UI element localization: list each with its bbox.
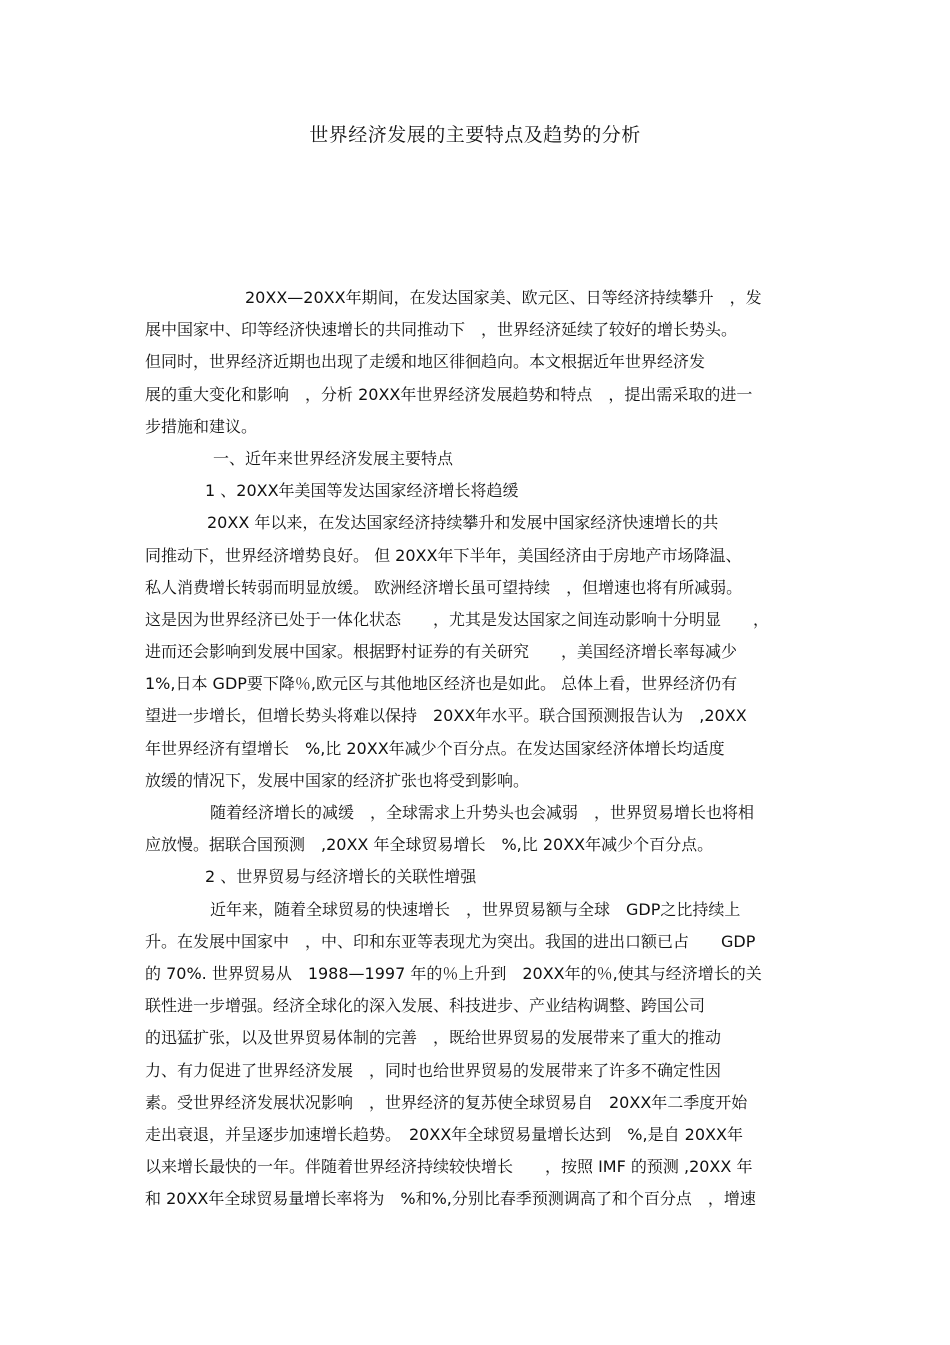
text-line: 1%,日本 GDP要下降％,欧元区与其他地区经济也是如此。 总体上看，世界经济仍有 — [145, 674, 738, 694]
text-line: 的迅猛扩张，以及世界贸易体制的完善 ，既给世界贸易的发展带来了重大的推动 — [145, 1028, 722, 1048]
text-line: 近年来，随着全球贸易的快速增长 ，世界贸易额与全球 GDP之比持续上 — [210, 899, 741, 919]
text-line: 素。受世界经济发展状况影响 ，世界经济的复苏使全球贸易自 20XX年二季度开始 — [145, 1092, 748, 1112]
text-line: 力、有力促进了世界经济发展 ，同时也给世界贸易的发展带来了许多不确定性因 — [145, 1060, 722, 1080]
text-line: 但同时，世界经济近期也出现了走缓和地区徘徊趋向。本文根据近年世界经济发 — [145, 352, 706, 372]
text-line: 的 70%. 世界贸易从 1988—1997 年的％上升到 20XX年的％,使其与经济增长的关 — [145, 963, 762, 983]
text-line: 应放慢。据联合国预测 ,20XX 年全球贸易增长 %,比 20XX年减少个百分点。 — [145, 835, 714, 855]
text-line: 走出衰退，并呈逐步加速增长趋势。 20XX年全球贸易量增长达到 %,是自 20XX年 — [145, 1124, 743, 1144]
text-line: 20XX 年以来，在发达国家经济持续攀升和发展中国家经济快速增长的共 — [207, 513, 719, 533]
text-line: 进而还会影响到发展中国家。根据野村证券的有关研究 ，美国经济增长率每减少 — [145, 642, 738, 662]
text-line: 步措施和建议。 — [145, 416, 258, 436]
text-line: 以来增长最快的一年。伴随着世界经济持续较快增长 ，按照 IMF 的预测 ,20XX 年 — [145, 1157, 753, 1177]
text-line: 放缓的情况下，发展中国家的经济扩张也将受到影响。 — [145, 770, 530, 790]
text-line: 随着经济增长的减缓 ，全球需求上升势头也会减弱 ，世界贸易增长也将相 — [210, 803, 755, 822]
text-line: 望进一步增长，但增长势头将难以保持 20XX年水平。联合国预测报告认为 ,20XX — [145, 706, 747, 726]
text-line: 20XX—20XX年期间，在发达国家美、欧元区、日等经济持续攀升 ，发 — [245, 288, 762, 307]
text-line: 1 、20XX年美国等发达国家经济增长将趋缓 — [205, 481, 519, 501]
text-line: 这是因为世界经济已处于一体化状态 ，尤其是发达国家之间连动影响十分明显 ， — [145, 609, 770, 629]
text-line: 一、近年来世界经济发展主要特点 — [213, 448, 454, 468]
text-line: 私人消费增长转弱而明显放缓。 欧洲经济增长虽可望持续 ，但增速也将有所减弱。 — [145, 577, 743, 597]
text-line: 升。在发展中国家中 ，中、印和东亚等表现尤为突出。我国的进出口额已占 GDP — [145, 931, 756, 951]
document-title: 世界经济发展的主要特点及趋势的分析 — [309, 124, 641, 146]
text-line: 同推动下，世界经济增势良好。 但 20XX年下半年，美国经济由于房地产市场降温、 — [145, 545, 742, 565]
text-line: 联性进一步增强。经济全球化的深入发展、科技进步、产业结构调整、跨国公司 — [145, 996, 706, 1016]
text-line: 年世界经济有望增长 %,比 20XX年减少个百分点。在发达国家经济体增长均适度 — [145, 738, 725, 758]
text-line: 和 20XX年全球贸易量增长率将为 %和%,分别比春季预测调高了和个百分点 ，增速 — [145, 1189, 756, 1209]
text-line: 展中国家中、印等经济快速增长的共同推动下 ，世界经济延续了较好的增长势头。 — [145, 320, 738, 340]
text-line: 2 、世界贸易与经济增长的关联性增强 — [205, 867, 477, 887]
document-body — [145, 282, 805, 1215]
text-line: 展的重大变化和影响 ，分析 20XX年世界经济发展趋势和特点 ，提出需采取的进一 — [145, 384, 753, 404]
